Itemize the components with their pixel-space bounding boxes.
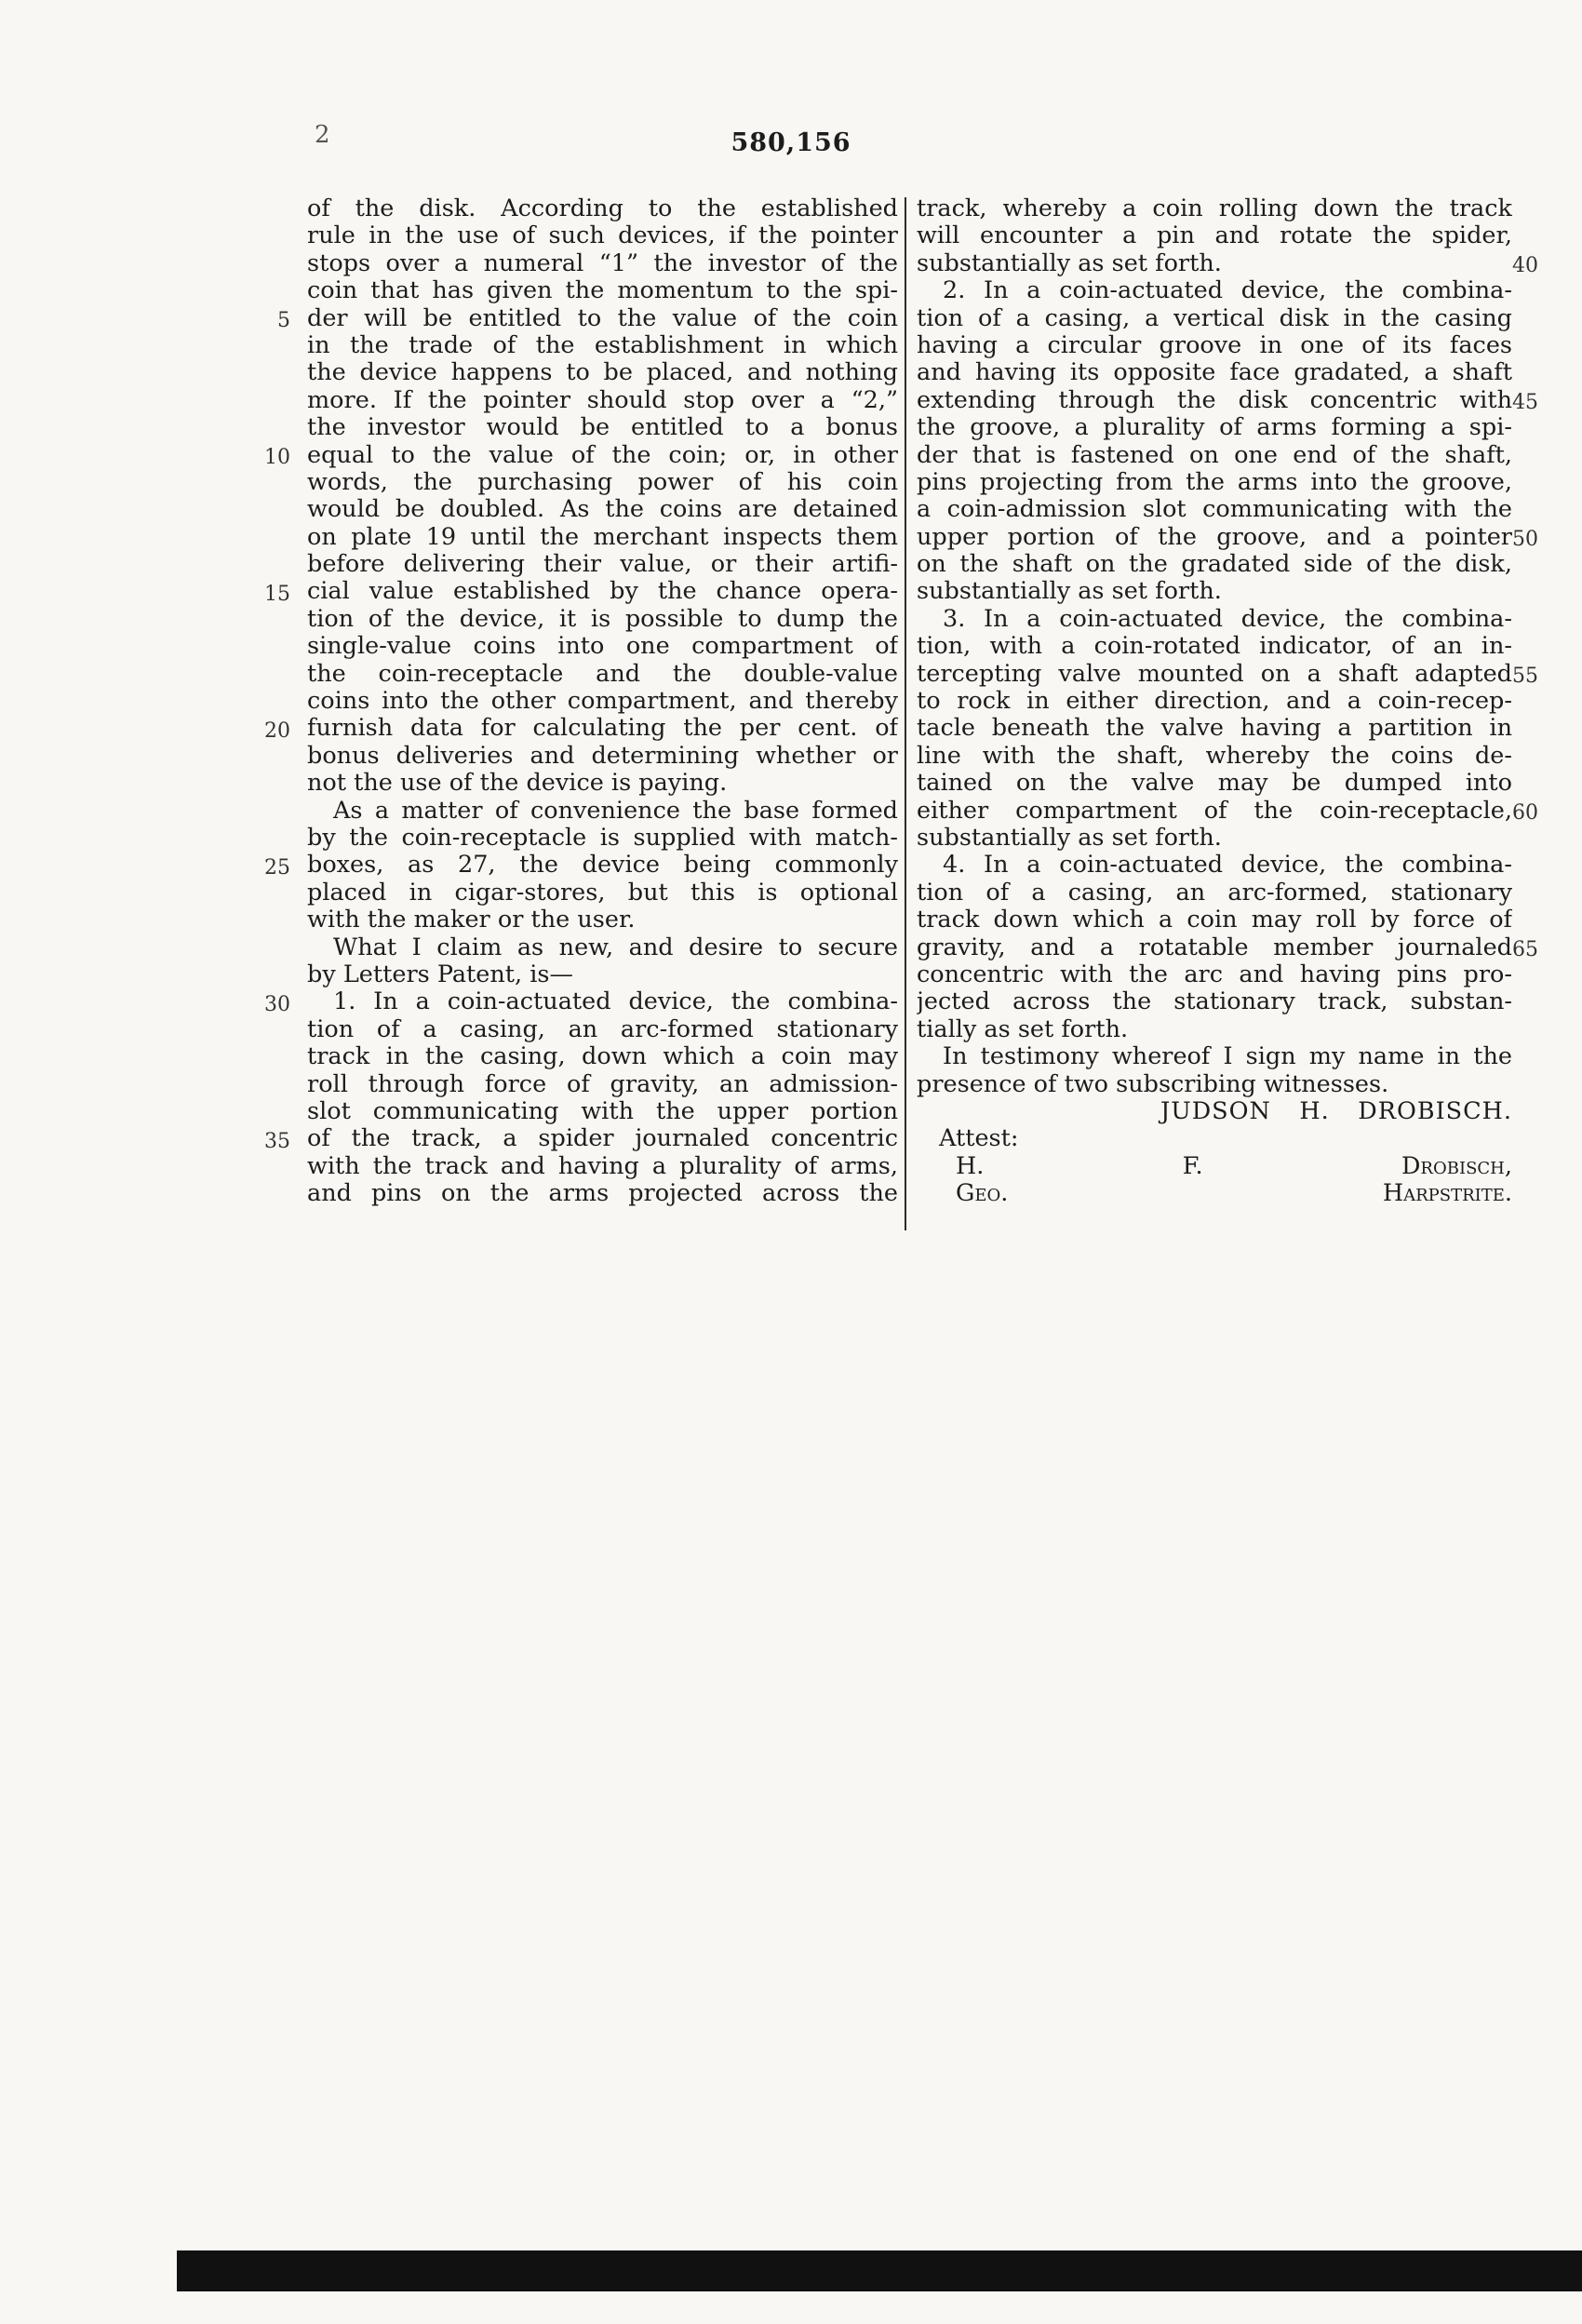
text-line: equal to the value of the coin; or, in other <box>307 441 898 469</box>
text-line: line with the shaft, whereby the coins de- <box>917 742 1512 770</box>
text-line: by the coin-receptacle is supplied with match- <box>307 824 898 852</box>
text-line: gravity, and a rotatable member journaled <box>917 934 1512 961</box>
text-line: words, the purchasing power of his coin <box>307 468 898 496</box>
text-line: of the track, a spider journaled concentric <box>307 1125 898 1153</box>
text-line: bonus deliveries and determining whether or <box>307 742 898 770</box>
text-line: before delivering their value, or their artifi- <box>307 551 898 579</box>
text-line: As a matter of convenience the base formed <box>333 797 898 825</box>
text-line: on the shaft on the gradated side of the disk, <box>917 551 1512 579</box>
text-line: the device happens to be placed, and nothing <box>307 359 898 387</box>
line-number: 25 <box>264 856 290 880</box>
text-line: slot communicating with the upper portion <box>307 1097 898 1125</box>
text-line: to rock in either direction, and a coin-recep- <box>917 688 1512 716</box>
text-line: on plate 19 until the merchant inspects them <box>307 523 898 551</box>
text-line: tion of the device, it is possible to dump the <box>307 605 898 633</box>
text-line: der will be entitled to the value of the coin <box>307 304 898 332</box>
text-line: not the use of the device is paying. <box>307 770 728 798</box>
text-line: coin that has given the momentum to the spi- <box>307 277 898 305</box>
line-number: 10 <box>264 446 290 469</box>
text-line: single-value coins into one compartment of <box>307 633 898 661</box>
witness-name: Geo. Harpstrite. <box>956 1180 1512 1208</box>
text-line: tacle beneath the valve having a partition in <box>917 715 1512 743</box>
text-line: more. If the pointer should stop over a “2,” <box>307 386 898 414</box>
text-line: tion of a casing, an arc-formed, stationary <box>917 879 1512 907</box>
witness-name: H. F. Drobisch, <box>956 1152 1512 1180</box>
line-number: 20 <box>264 719 290 743</box>
claim-preamble: by Letters Patent, is— <box>307 960 574 988</box>
claim-2-start: 2. In a coin-actuated device, the combina- <box>943 277 1512 305</box>
line-number: 55 <box>1512 665 1538 688</box>
text-line: furnish data for calculating the per cent. of <box>307 715 898 743</box>
text-line: track down which a coin may roll by force of <box>917 907 1512 934</box>
claim-3-start: 3. In a coin-actuated device, the combina- <box>943 605 1512 633</box>
text-line: rule in the use of such devices, if the pointer <box>307 222 898 250</box>
text-line: placed in cigar-stores, but this is optional <box>307 879 898 907</box>
text-line: tion of a casing, a vertical disk in the casing <box>917 304 1512 332</box>
text-line: roll through force of gravity, an admission- <box>307 1070 898 1098</box>
text-line: the groove, a plurality of arms forming a spi- <box>917 414 1512 442</box>
text-line: extending through the disk concentric with <box>917 386 1512 414</box>
line-number: 15 <box>264 583 290 606</box>
text-line: upper portion of the groove, and a pointer <box>917 523 1512 551</box>
text-line: tially as set forth. <box>917 1015 1129 1043</box>
text-line: either compartment of the coin-receptacle, <box>917 797 1512 825</box>
text-line: with the track and having a plurality of arms, <box>307 1152 898 1180</box>
text-line: track, whereby a coin rolling down the track <box>917 195 1512 222</box>
testimony-line: presence of two subscribing witnesses. <box>917 1070 1389 1098</box>
text-line: track in the casing, down which a coin may <box>307 1043 898 1071</box>
claim-4-start: 4. In a coin-actuated device, the combina- <box>943 852 1512 880</box>
line-number: 60 <box>1512 801 1538 825</box>
line-number: 40 <box>1512 254 1538 277</box>
text-line: tained on the valve may be dumped into <box>917 770 1512 798</box>
text-line: and having its opposite face gradated, a shaft <box>917 359 1512 387</box>
line-number: 35 <box>264 1130 290 1153</box>
text-line: stops over a numeral “1” the investor of the <box>307 249 898 277</box>
line-number: 50 <box>1512 528 1538 551</box>
text-line: substantially as set forth. <box>917 824 1222 852</box>
text-line: concentric with the arc and having pins pro- <box>917 960 1512 988</box>
scan-edge-bar <box>177 2250 1582 2291</box>
testimony-line: In testimony whereof I sign my name in the <box>943 1043 1512 1071</box>
right-text-column <box>917 195 1512 1207</box>
text-line: pins projecting from the arms into the groove, <box>917 468 1512 496</box>
text-line: the coin-receptacle and the double-value <box>307 660 898 688</box>
column-divider <box>905 197 906 1230</box>
text-line: substantially as set forth. <box>917 249 1222 277</box>
claim-1-start: 1. In a coin-actuated device, the combina- <box>333 988 898 1016</box>
text-line: of the disk. According to the established <box>307 195 898 222</box>
text-line: tion of a casing, an arc-formed stationary <box>307 1015 898 1043</box>
text-line: will encounter a pin and rotate the spider, <box>917 222 1512 250</box>
text-line: der that is fastened on one end of the shaft, <box>917 441 1512 469</box>
patent-number: 580,156 <box>731 128 851 157</box>
text-line: tercepting valve mounted on a shaft adapted <box>917 660 1512 688</box>
text-line: substantially as set forth. <box>917 578 1222 606</box>
line-number: 30 <box>264 993 290 1016</box>
text-line: the investor would be entitled to a bonus <box>307 414 898 442</box>
text-line: jected across the stationary track, substan- <box>917 988 1512 1016</box>
page-mark: 2 <box>315 121 330 149</box>
text-line: tion, with a coin-rotated indicator, of an in- <box>917 633 1512 661</box>
text-line: cial value established by the chance opera- <box>307 578 898 606</box>
text-line: coins into the other compartment, and thereby <box>307 688 898 716</box>
attest-label: Attest: <box>939 1125 1019 1153</box>
text-line: would be doubled. As the coins are detained <box>307 496 898 524</box>
claim-preamble: What I claim as new, and desire to secure <box>333 934 898 961</box>
text-line: in the trade of the establishment in which <box>307 331 898 359</box>
line-number: 65 <box>1512 938 1538 961</box>
text-line: boxes, as 27, the device being commonly <box>307 852 898 880</box>
line-number: 5 <box>277 309 290 332</box>
text-line: with the maker or the user. <box>307 907 636 934</box>
inventor-signature: JUDSON H. DROBISCH. <box>1160 1097 1512 1125</box>
line-number: 45 <box>1512 391 1538 414</box>
text-line: and pins on the arms projected across the <box>307 1180 898 1208</box>
text-line: a coin-admission slot communicating with the <box>917 496 1512 524</box>
left-text-column <box>307 195 898 1207</box>
text-line: having a circular groove in one of its faces <box>917 331 1512 359</box>
